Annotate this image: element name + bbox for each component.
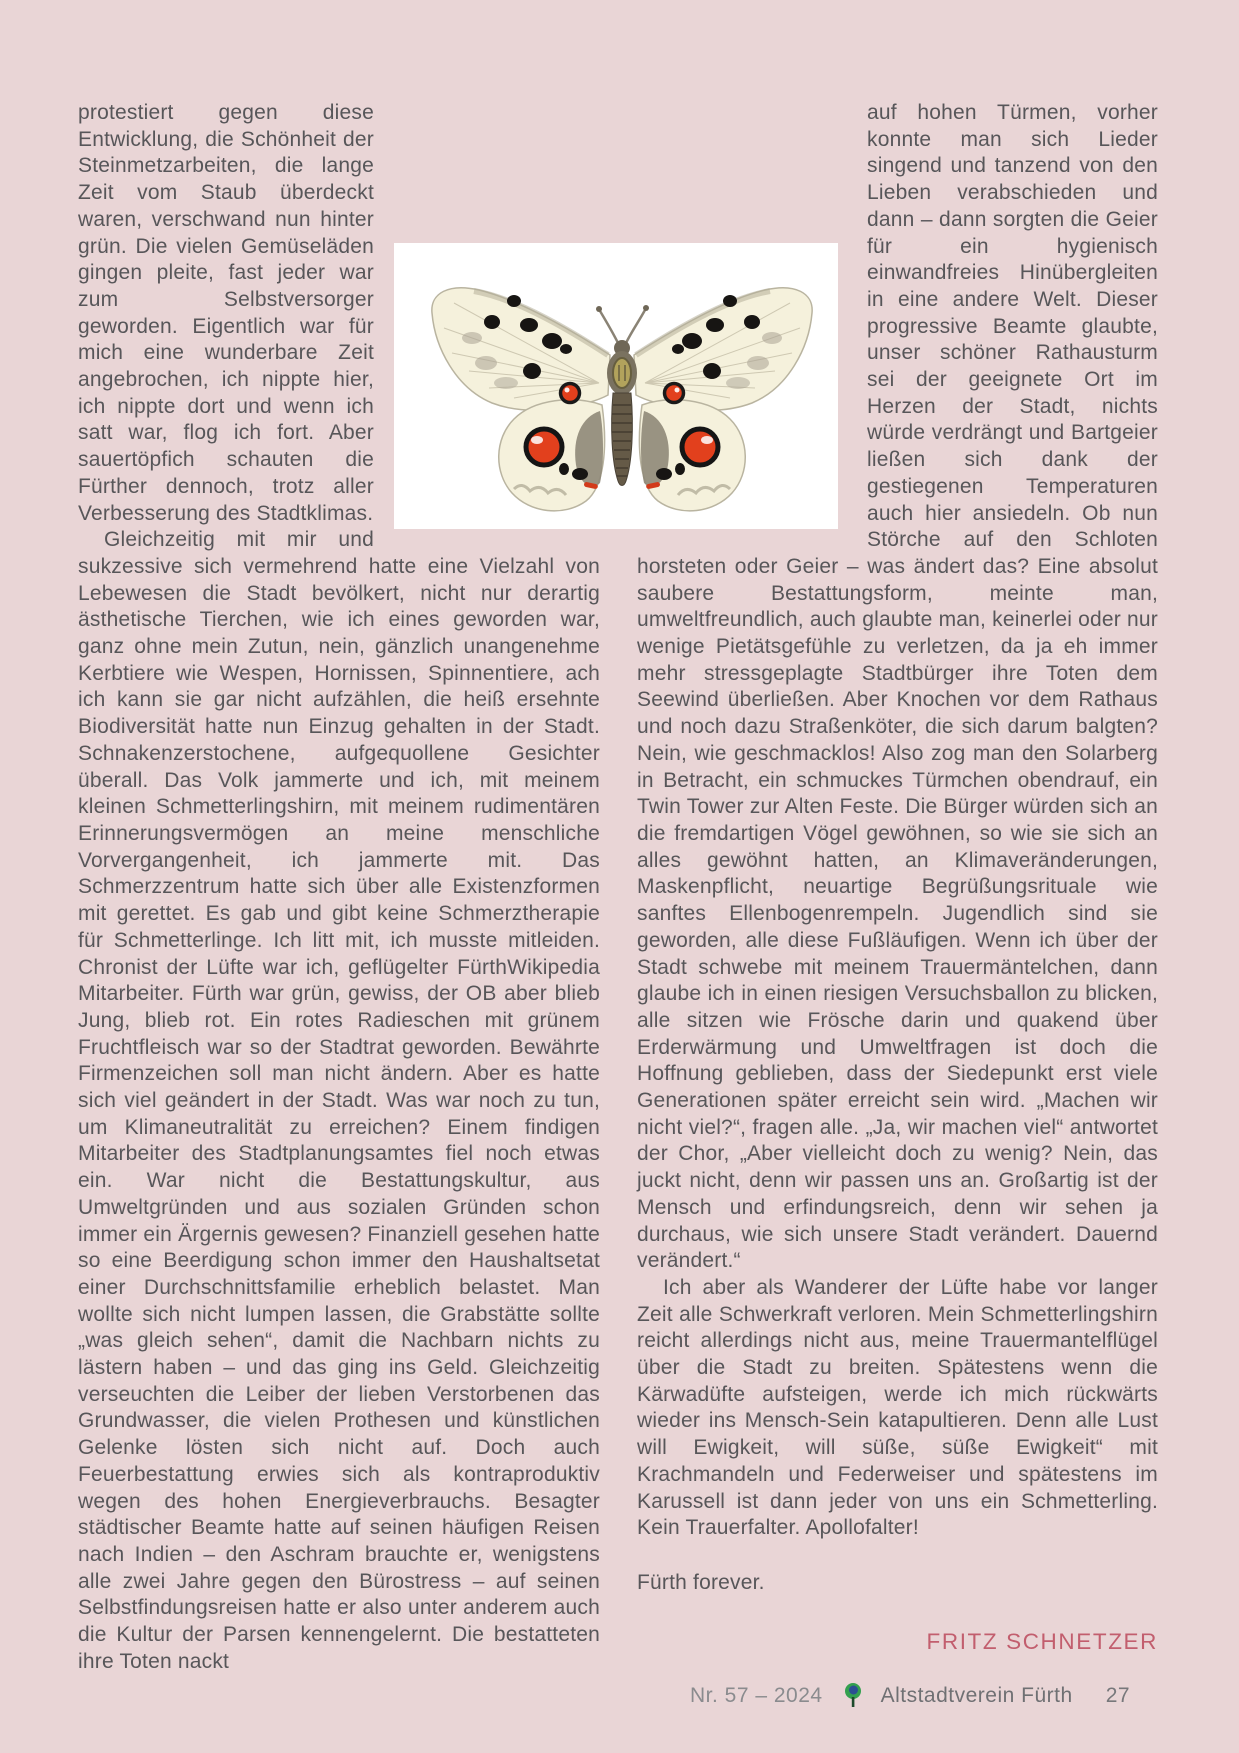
author-name: FRITZ SCHNETZER <box>926 1628 1158 1654</box>
issue-number: Nr. 57 – 2024 <box>690 1683 823 1707</box>
article-paragraph: auf hohen Türmen, vorher konnte man sich Lieder singend und tanzend von den Lieben verabschieden und dann – dann sorgten die Geier für ein hygienisch einwandfreies Hinübergleiten in eine andere Welt. Dieser progressive Beamte glaubte, unser schöner Rathausturm sei der geeignete Ort im Herzen der Stadt, nichts würde verdrängt und Bartgeier ließen sich dank der gestiegenen Temperaturen auch hier ansiedeln. Ob nun Störche auf den Schloten horsteten oder Geier – was ändert das? Eine absolut saubere Bestattungsform, meinte man, umweltfreundlich, auch glaubte man, keinerlei oder nur wenige Pietätsgefühle zu verletzen, da ja eh immer mehr stressgeplagte Stadtbürger ihre Toten dem Seewind überließen. Aber Knochen vor dem Rathaus und noch dazu Straßenköter, die sich darum balgten? Nein, wie geschmacklos! Also zog man den Solarberg in Betracht, ein schmuckes Türmchen obendrauf, ein Twin Tower zur Alten Feste. Die Bürger würden sich an die fremdartigen Vögel gewöhnen, so wie sie sich an alles gewöhnt hatten, an Klimaveränderungen, Maskenpflicht, neuartige Begrüßungsrituale wie sanftes Ellenbogenrempeln. Jugendlich sind sie geworden, alle diese Fußläufigen. Wenn ich über der Stadt schwebe mit meinem Trauermäntelchen, dann glaube ich in einen riesigen Versuchsballon zu blicken, alle sitzen wie Frösche darin und quakend über Erderwärmung und Umweltfragen ist doch die Hoffnung geblieben, dass der Siedepunkt erst viele Generationen später erreicht sein wird. „Machen wir nicht viel?“, fragen alle. „Ja, wir machen viel“ antwortet der Chor, „Aber vielleicht doch zu wenig? Nein, das juckt nicht, denn wir passen uns an. Großartig ist der Mensch und erfindungsreich, denn wir sehen ja durchaus, wie sich unsere Stadt verändert. Dauernd verändert.“ <box>637 101 1158 1273</box>
article-paragraph: Gleichzeitig mit mir und sukzessive sich vermehrend hatte eine Vielzahl von Lebewesen die Stadt bevölkert, nicht nur derartig ästhetische Tierchen, wie ich eines geworden war, ganz ohne mein Zutun, nein, gänzlich unangenehme Kerbtiere wie Wespen, Hornissen, Spinnentiere, ach ich kann sie gar nicht aufzählen, die heiß ersehnte Biodiversität hatte nun Einzug gehalten in der Stadt. Schnakenzerstochene, aufgequollene Gesichter überall. Das Volk jammerte und ich, mit meinem kleinen Schmetterlingshirn, mit meinem rudimentären Erinnerungsvermögen an meine menschliche Vorvergangenheit, ich jammerte mit. Das Schmerzzentrum hatte sich über alle Existenzformen mit gerettet. Es gab und gibt keine Schmerztherapie für Schmetterlinge. Ich litt mit, ich musste mitleiden. Chronist der Lüfte war ich, geflügelter FürthWikipedia Mitarbeiter. Fürth war grün, gewiss, der OB aber blieb Jung, blieb rot. Ein rotes Radieschen mit grünem Fruchtfleisch war so der Stadtrat geworden. Bewährte Firmenzeichen soll man nicht ändern. Aber es hatte sich viel geändert in der Stadt. Was war noch zu tun, um Klimaneutralität zu erreichen? Einem findigen Mitarbeiter des Stadtplanungsamtes fiel noch etwas ein. War nicht die Bestattungskultur, aus Umweltgründen und aus sozialen Gründen schon immer ein Ärgernis gewesen? Finanziell gesehen hatte so eine Beerdigung schon immer den Haushaltsetat einer Durchschnittsfamilie erheblich belastet. Man wollte sich nicht lumpen lassen, die Grabstätte sollte „was gleich sehen“, damit die Nachbarn nichts zu lästern haben – und das ging ins Geld. Gleichzeitig verseuchten die Leiber der lieben Verstorbenen das Grundwasser, die vielen Prothesen und künstlichen Gelenke lösten sich nicht auf. Doch auch Feuerbestattung erwies sich als kontraproduktiv wegen des hohen Energieverbrauchs. Besagter städtischer Beamte hatte auf seinen häufigen Reisen nach Indien – den Aschram brauchte er, wenigstens alle zwei Jahre gegen den Bürostress – auf seinen Selbstfindungsreisen hatte er also unter anderem auch die Kultur der Parsen kennengelernt. Die bestatteten ihre Toten nackt <box>78 528 600 1673</box>
page-footer <box>690 1682 1130 1709</box>
apollo-butterfly-illustration <box>394 243 838 529</box>
article-paragraph: Ich aber als Wanderer der Lüfte habe vor langer Zeit alle Schwerkraft verloren. Mein Schmetterlingshirn reicht allerdings nicht aus, meine Trauermantelflügel über die Stadt zu breiten. Spätestens wenn die Kärwadüfte aufsteigen, werde ich mich rückwärts wieder ins Mensch-Sein katapultieren. Denn alle Lust will Ewigkeit, will süße, süße Ewigkeit“ mit Krachmandeln und Federweiser und spätestens im Karussell ist dann jeder von uns ein Schmetterling. Kein Trauerfalter. Apollofalter! <box>637 1275 1158 1540</box>
magazine-name: Altstadtverein Fürth <box>880 1683 1073 1707</box>
butterfly-image <box>394 243 838 529</box>
tree-logo-icon <box>844 1682 862 1709</box>
page-number: 27 <box>1105 1683 1131 1707</box>
article-paragraph: protestiert gegen diese Entwicklung, die Schönheit der Steinmetzarbeiten, die lange Zeit vom Staub überdeckt waren, verschwand nun hinter grün. Die vielen Gemüseläden gingen pleite, fast jeder war zum Selbstversorger geworden. Eigentlich war für mich eine wunderbare Zeit angebrochen, ich nippte hier, ich nippte dort und wenn ich satt war, flog ich fort. Aber sauertöpfich schauten die Fürther dennoch, trotz aller Verbesserung des Stadtklimas. <box>78 101 374 525</box>
closing-line: Fürth forever. <box>637 1570 765 1594</box>
